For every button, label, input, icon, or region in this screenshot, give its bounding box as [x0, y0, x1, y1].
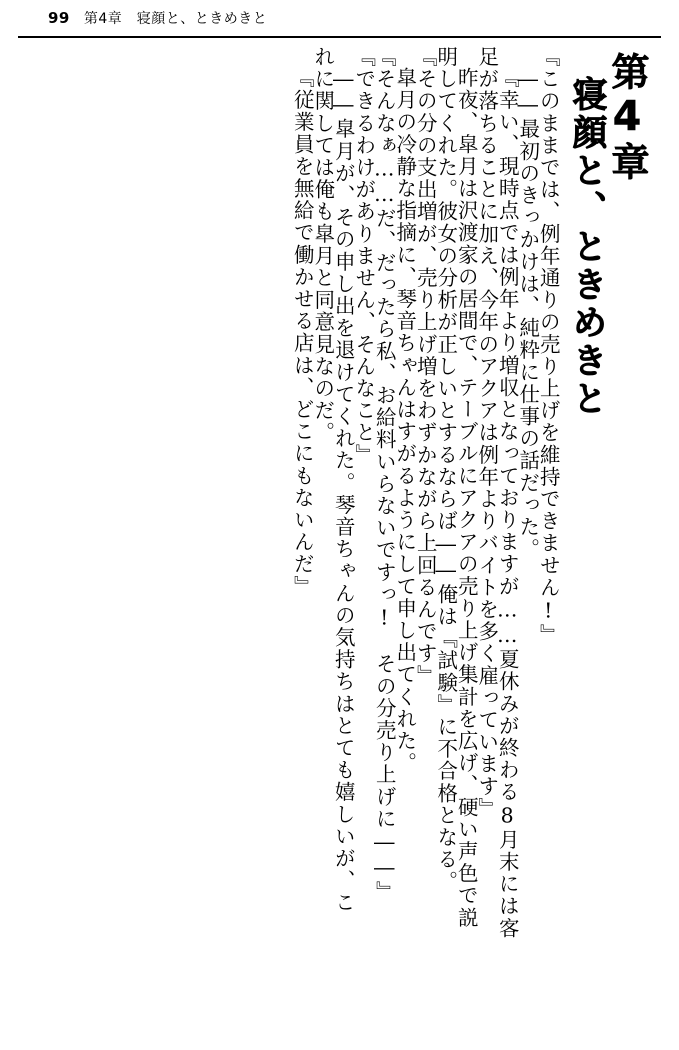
chapter-number-value: 4: [603, 92, 651, 142]
text-column: 『その分の支出増が、売り上げ増をわずかながら上回るんです』: [413, 46, 438, 687]
text-column: れに関しては俺も皐月と同意見なのだ。: [310, 46, 335, 444]
page-number: 99: [48, 9, 70, 27]
text-column: 『このままでは、例年通りの売り上げを維持できません!』: [536, 46, 561, 647]
chapter-number: [603, 52, 651, 182]
text-column: 『そんなぁ……だ、だったら私、お給料いらないですっ! その分売り上げに――』: [372, 46, 397, 904]
text-column: 足が落ちることに加え、今年のアクアは例年よりバイトを多く雇っています』: [474, 46, 499, 820]
text-column: 明してくれた。彼女の分析が正しいとするならば――俺は『試験』に不合格となる。: [433, 46, 458, 893]
chapter-title: 寝顔と、ときめきと: [566, 76, 607, 418]
header-rule: [18, 36, 661, 38]
chapter-heading: [562, 46, 651, 1038]
text-column: 『できるわけがありません、そんなこと』: [351, 46, 376, 466]
text-column: 昨夜、皐月は沢渡家の居間で、テーブルにアクアの売り上げ集計を広げ、硬い声色で説: [454, 67, 479, 929]
running-head: 第4章 寝顔と、ときめきと: [83, 11, 268, 27]
text-column: 皐月の冷静な指摘に、琴音ちゃんはすがるようにして申し出てくれた。: [392, 67, 417, 775]
page-header: [0, 0, 679, 36]
text-column: ――皐月が、その申し出を退けてくれた。琴音ちゃんの気持ちはとても嬉しいが、こ: [331, 67, 356, 914]
page-body: [22, 46, 658, 1038]
chapter-number-suffix: 章: [605, 142, 649, 182]
chapter-number-prefix: 第: [605, 52, 649, 92]
text-column: ――最初のきっかけは、純粋に仕事の話だった。: [515, 67, 540, 561]
text-column: 『幸い、現時点では例年より増収となっておりますが……夏休みが終わる8月末には客: [495, 67, 520, 940]
text-column: 『従業員を無給で働かせる店は、どこにもないんだ』: [290, 67, 315, 598]
